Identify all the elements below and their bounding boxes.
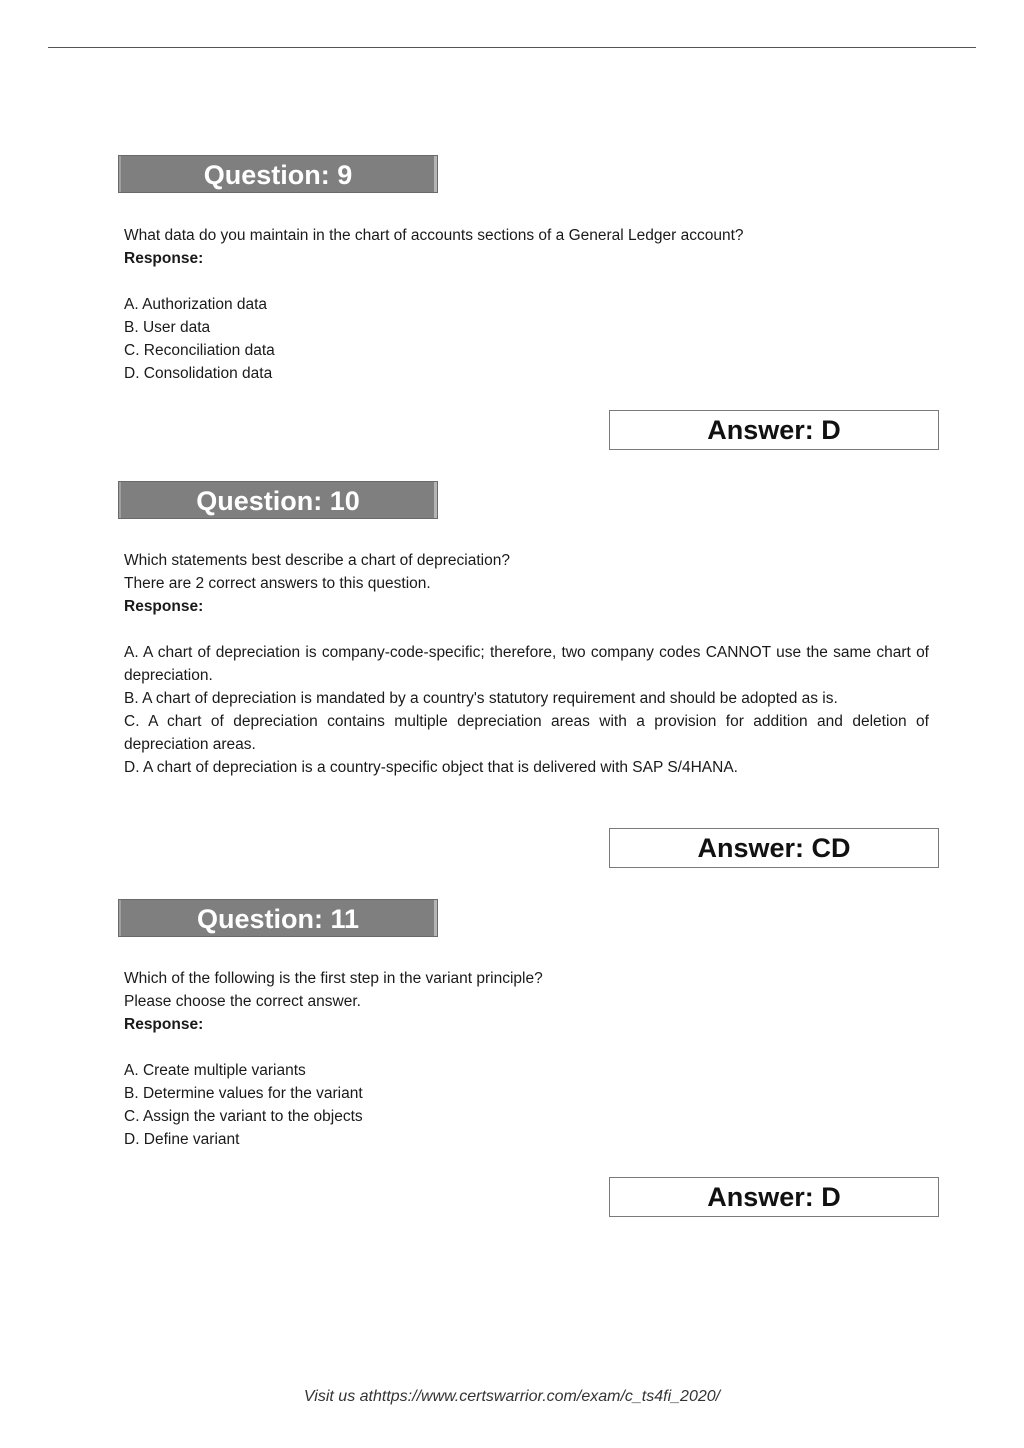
question-stem: What data do you maintain in the chart of accounts sections of a General Ledger account? xyxy=(124,227,744,244)
option-d: D. Define variant xyxy=(124,1131,240,1148)
header-rule xyxy=(48,47,976,48)
option-c: C. Assign the variant to the objects xyxy=(124,1108,363,1125)
option-a: A. Authorization data xyxy=(124,296,268,313)
option-b: B. Determine values for the variant xyxy=(124,1085,363,1102)
option-c: C. A chart of depreciation contains multiple depreciation areas with a provision for addition and deletion of depreciation areas. xyxy=(124,713,929,753)
question-11-body xyxy=(124,967,929,1151)
question-9-body xyxy=(124,224,929,385)
response-label: Response: xyxy=(124,1016,204,1033)
question-10-banner: Question: 10 xyxy=(118,481,438,519)
footer-url: Visit us athttps://www.certswarrior.com/exam/c_ts4fi_2020/ xyxy=(303,1388,721,1405)
question-instruction: Please choose the correct answer. xyxy=(124,993,361,1010)
question-stem: Which of the following is the first step in the variant principle? xyxy=(124,970,543,987)
question-stem: Which statements best describe a chart of depreciation? xyxy=(124,552,510,569)
option-d: D. Consolidation data xyxy=(124,365,273,382)
question-9-banner: Question: 9 xyxy=(118,155,438,193)
answer-11-box: Answer: D xyxy=(609,1177,939,1217)
question-11-banner: Question: 11 xyxy=(118,899,438,937)
option-d: D. A chart of depreciation is a country-specific object that is delivered with SAP S/4HANA. xyxy=(124,759,738,776)
response-label: Response: xyxy=(124,598,204,615)
option-a: A. Create multiple variants xyxy=(124,1062,306,1079)
answer-9-box: Answer: D xyxy=(609,410,939,450)
option-b: B. User data xyxy=(124,319,211,336)
answer-10-box: Answer: CD xyxy=(609,828,939,868)
response-label: Response: xyxy=(124,250,204,267)
option-c: C. Reconciliation data xyxy=(124,342,275,359)
option-a: A. A chart of depreciation is company-code-specific; therefore, two company codes CANNOT use the same chart of depreciation. xyxy=(124,644,929,684)
question-10-body xyxy=(124,549,929,779)
question-instruction: There are 2 correct answers to this question. xyxy=(124,575,431,592)
option-b: B. A chart of depreciation is mandated by a country's statutory requirement and should be adopted as is. xyxy=(124,690,838,707)
